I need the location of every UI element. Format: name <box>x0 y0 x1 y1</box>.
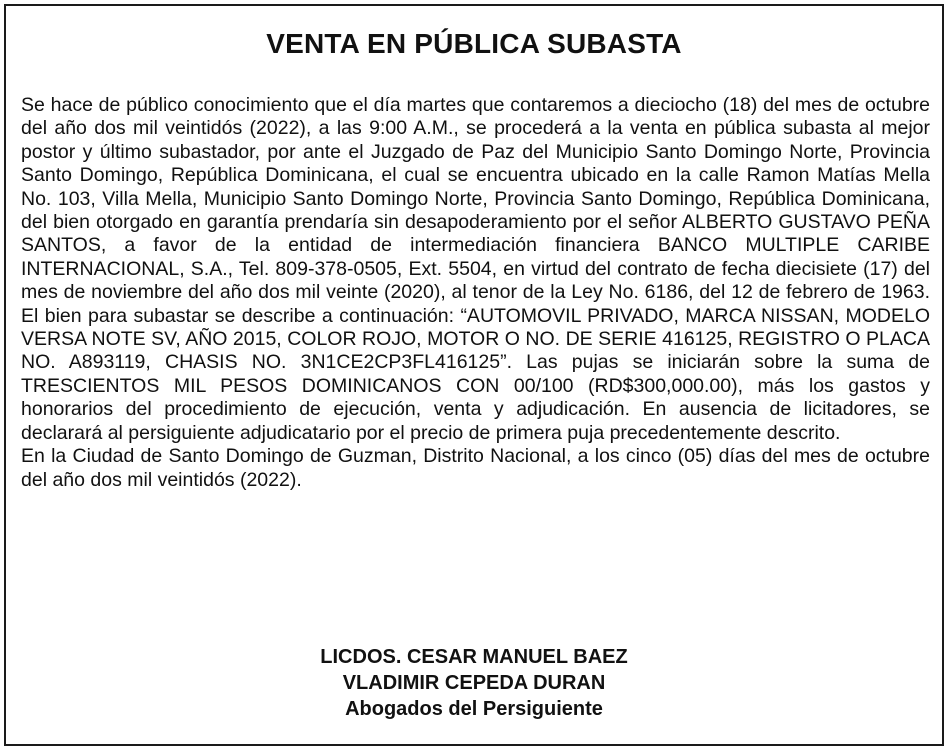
signature-line-name: VLADIMIR CEPEDA DURAN <box>342 672 606 694</box>
public-notice <box>4 4 944 746</box>
notice-body <box>21 94 930 492</box>
signature-block <box>6 644 942 722</box>
notice-paragraph-date: En la Ciudad de Santo Domingo de Guzman, Distrito Nacional, a los cinco (05) días del mes de octubre del año dos mil veintidós (2022). <box>21 445 930 491</box>
signature-line-role: Abogados del Persiguiente <box>345 698 603 720</box>
signature-line-lawyers: LICDOS. CESAR MANUEL BAEZ <box>320 646 628 668</box>
notice-title: VENTA EN PÚBLICA SUBASTA <box>266 28 682 59</box>
notice-paragraph-main: Se hace de público conocimiento que el día martes que contaremos a dieciocho (18) del mes de octubre del año dos mil veintidós (2022), a las 9:00 A.M., se procederá a la venta en pública subasta al mejor postor y último subastador, por ante el Juzgado de Paz del Municipio Santo Domingo Norte, Provincia Santo Domingo, República Dominicana, el cual se encuentra ubicado en la calle Ramon Matías Mella No. 103, Villa Mella, Municipio Santo Domingo Norte, Provincia Santo Domingo, República Dominicana, del bien otorgado en garantía prendaría sin desapoderamiento por el señor ALBERTO GUSTAVO PEÑA SANTOS, a favor de la entidad de intermediación financiera BANCO MULTIPLE CARIBE INTERNACIONAL, S.A., Tel. 809-378-0505, Ext. 5504, en virtud del contrato de fecha diecisiete (17) del mes de noviembre del año dos mil veinte (2020), al tenor de la Ley No. 6186, del 12 de febrero de 1963. El bien para subastar se describe a continuación: “AUTOMOVIL PRIVADO, MARCA NISSAN, MODELO VERSA NOTE SV, AÑO 2015, COLOR ROJO, MOTOR O NO. DE SERIE 416125, REGISTRO O PLACA NO. A893119, CHASIS NO. 3N1CE2CP3FL416125”. Las pujas se iniciarán sobre la suma de TRESCIENTOS MIL PESOS DOMINICANOS CON 00/100 (RD$300,000.00), más los gastos y honorarios del procedimiento de ejecución, venta y adjudicación. En ausencia de licitadores, se declarará al persiguiente adjudicatario por el precio de primera puja precedentemente descrito. <box>21 94 930 444</box>
